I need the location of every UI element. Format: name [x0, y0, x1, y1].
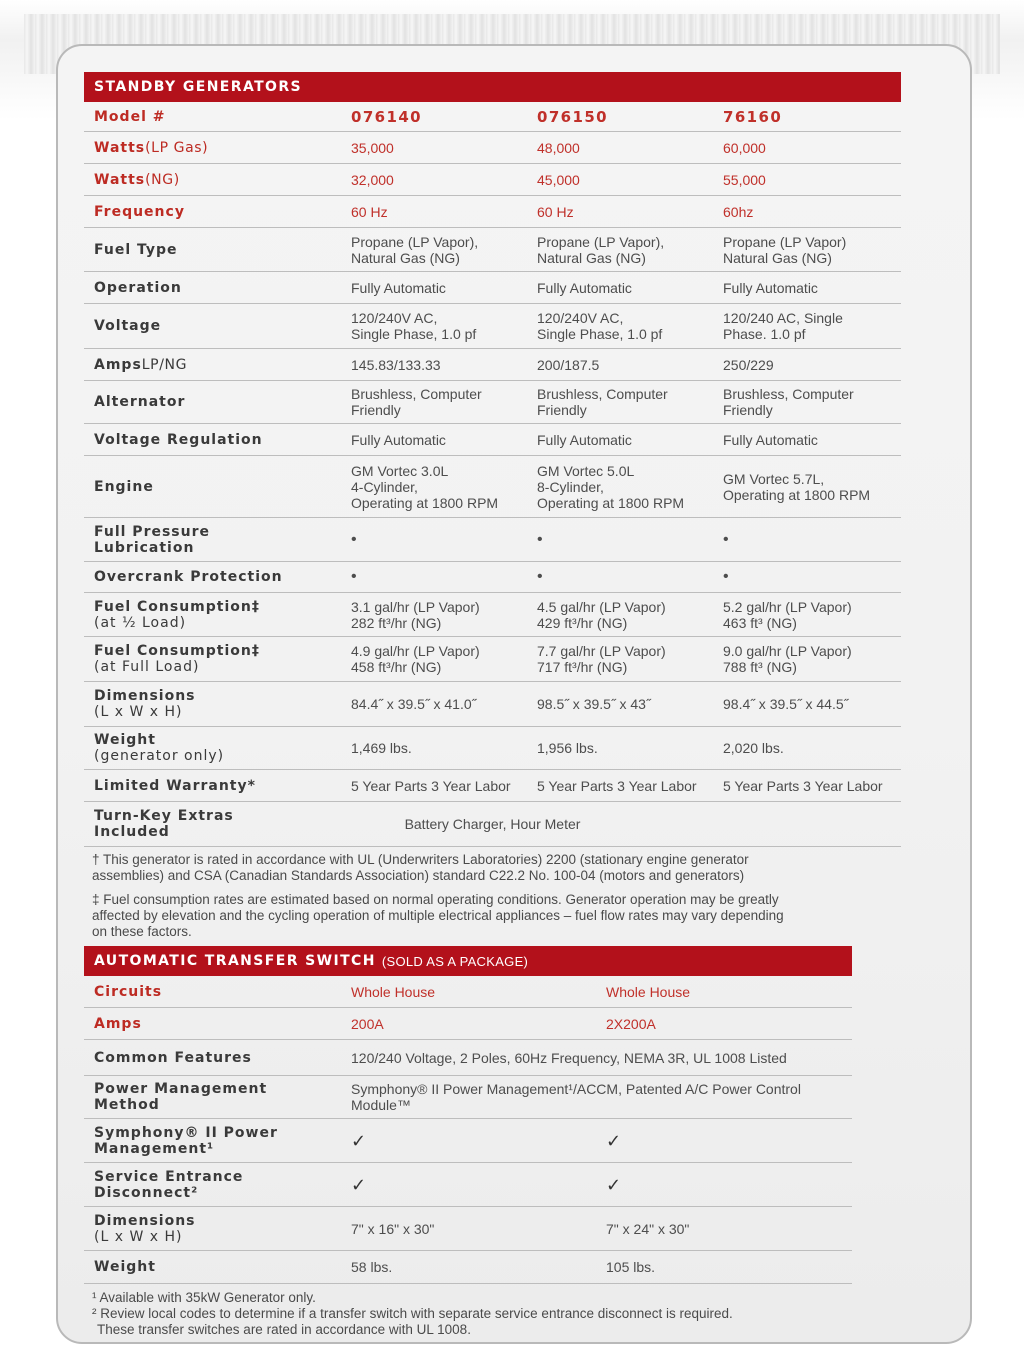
spec-row-service-entrance: [84, 1163, 852, 1207]
value-col-1: Whole House: [351, 983, 436, 1000]
value-col-2: 1,956 lbs.: [537, 740, 598, 756]
value-col-3: Fully Automatic: [723, 279, 818, 296]
value-col-3: 120/240 AC, Single Phase. 1.0 pf: [723, 310, 843, 342]
spec-row-turn-key-extras: [84, 802, 901, 847]
section-title: STANDBY GENERATORS: [94, 79, 303, 95]
value-span: Battery Charger, Hour Meter: [404, 816, 581, 832]
spec-row-symphony-ii-power: [84, 1119, 852, 1163]
spec-row-amps-lp-ng: [84, 349, 901, 381]
value-col-2: Propane (LP Vapor), Natural Gas (NG): [537, 233, 665, 266]
value-col-2: Fully Automatic: [537, 279, 632, 296]
row-label: Limited Warranty*: [94, 777, 256, 794]
row-label: Weight: [94, 1259, 156, 1275]
value-col-1: Fully Automatic: [351, 279, 446, 296]
spec-row-engine: [84, 456, 901, 518]
value-col-2: 2X200A: [606, 1015, 656, 1032]
row-label: Turn-Key Extras Included: [94, 808, 234, 840]
value-col-2: 98.5˝ x 39.5˝ x 43˝: [537, 696, 651, 712]
row-label: Dimensions (L x W x H): [94, 1212, 196, 1245]
value-col-3: GM Vortec 5.7L, Operating at 1800 RPM: [723, 470, 871, 503]
value-col-1: 5 Year Parts 3 Year Labor: [351, 777, 511, 794]
row-label: Fuel Type: [94, 241, 178, 258]
spec-row-overcrank-protection: [84, 562, 901, 593]
value-col-3: Fully Automatic: [723, 431, 818, 448]
value-col-3: •: [723, 568, 729, 585]
value-col-2: Whole House: [606, 983, 691, 1000]
section-title: AUTOMATIC TRANSFER SWITCH: [94, 953, 376, 969]
spec-row-watts-lp-gas: [84, 132, 901, 164]
value-col-2: ✓: [606, 1174, 622, 1195]
value-col-2: Fully Automatic: [537, 431, 632, 448]
value-col-1: Brushless, Computer Friendly: [351, 386, 482, 418]
ats-footnotes: ¹ Available with 35kW Generator only. ² Review local codes to determine if a transfer switch with separate service entrance disconnect is required. These transfer switches are rated in accordance with UL 1008.: [92, 1290, 733, 1337]
spec-row-watts-ng: [84, 164, 901, 196]
value-col-1: 120/240V AC, Single Phase, 1.0 pf: [351, 310, 477, 342]
row-label: Fuel Consumption‡ (at Full Load): [94, 643, 260, 675]
value-col-3: 55,000: [723, 171, 766, 188]
row-label: Circuits: [94, 983, 163, 1000]
value-col-3: 60,000: [723, 139, 766, 156]
value-col-2: 45,000: [537, 171, 580, 188]
value-col-1: GM Vortec 3.0L 4-Cylinder, Operating at 1800 RPM: [351, 462, 499, 511]
row-label: Watts (LP Gas): [94, 139, 209, 156]
row-label: Power Management Method: [94, 1081, 268, 1113]
spec-row-fuel-consumption-at-load: [84, 593, 901, 637]
value-col-3: 2,020 lbs.: [723, 740, 784, 756]
spec-row-alternator: [84, 381, 901, 424]
value-col-1: 145.83/133.33: [351, 356, 441, 373]
value-col-2: •: [537, 530, 543, 548]
value-col-1: •: [351, 530, 357, 548]
row-label: Fuel Consumption‡ (at ½ Load): [94, 598, 260, 631]
value-col-2: 105 lbs.: [606, 1259, 656, 1275]
spec-row-weight-generator-only: [84, 727, 901, 770]
spec-row-fuel-consumption-at-full-load: [84, 637, 901, 682]
value-col-1: ✓: [351, 1130, 367, 1151]
row-label: Amps: [94, 1015, 142, 1032]
value-col-1: Fully Automatic: [351, 431, 446, 448]
value-col-1: 4.9 gal/hr (LP Vapor) 458 ft³/hr (NG): [351, 643, 480, 675]
value-col-2: 7.7 gal/hr (LP Vapor) 717 ft³/hr (NG): [537, 643, 666, 675]
value-col-1: 1,469 lbs.: [351, 740, 412, 756]
value-span: Symphony® II Power Management¹/ACCM, Patented A/C Power Control Module™: [351, 1081, 801, 1113]
spec-row-power-management: [84, 1076, 852, 1119]
value-col-1: 32,000: [351, 171, 394, 188]
spec-panel: [56, 44, 972, 1344]
spec-row-amps: [84, 1008, 852, 1040]
row-label: Dimensions (L x W x H): [94, 688, 196, 720]
value-col-1: 3.1 gal/hr (LP Vapor) 282 ft³/hr (NG): [351, 598, 480, 631]
spec-row-frequency: [84, 196, 901, 228]
model-label: Model #: [94, 108, 166, 125]
value-col-1: 60 Hz: [351, 203, 388, 220]
row-label: Frequency: [94, 203, 185, 220]
value-col-3: 98.4˝ x 39.5˝ x 44.5˝: [723, 696, 849, 712]
row-label: Engine: [94, 478, 154, 495]
model-row: [84, 102, 901, 132]
row-label: Voltage: [94, 318, 162, 334]
value-col-2: 7" x 24" x 30": [606, 1220, 690, 1237]
row-label: Overcrank Protection: [94, 569, 283, 585]
value-col-3: Brushless, Computer Friendly: [723, 386, 854, 418]
value-col-3: Propane (LP Vapor) Natural Gas (NG): [723, 233, 847, 266]
section-subtitle: (SOLD AS A PACKAGE): [381, 953, 529, 969]
value-col-3: 5.2 gal/hr (LP Vapor) 463 ft³ (NG): [723, 598, 852, 631]
model-076150: 076150: [537, 107, 609, 126]
row-label: Operation: [94, 279, 182, 296]
value-col-2: 48,000: [537, 139, 580, 156]
value-col-1: •: [351, 568, 357, 585]
value-col-2: ✓: [606, 1130, 622, 1151]
row-label: Service Entrance Disconnect²: [94, 1168, 244, 1201]
spec-row-voltage: [84, 304, 901, 349]
row-label: Weight (generator only): [94, 732, 225, 764]
spec-row-circuits: [84, 976, 852, 1008]
spec-row-full-pressure: [84, 518, 901, 562]
spec-row-dimensions-l-x-w-x-h: [84, 682, 901, 727]
value-col-1: 200A: [351, 1015, 384, 1032]
value-col-3: 250/229: [723, 356, 774, 373]
value-col-2: Brushless, Computer Friendly: [537, 386, 668, 418]
row-label: Full Pressure Lubrication: [94, 523, 210, 556]
value-col-3: 60hz: [723, 203, 754, 220]
spec-row-operation: [84, 272, 901, 304]
value-col-2: 5 Year Parts 3 Year Labor: [537, 777, 697, 794]
value-col-2: 60 Hz: [537, 203, 574, 220]
value-col-1: 84.4˝ x 39.5˝ x 41.0˝: [351, 696, 477, 712]
row-label: Common Features: [94, 1049, 252, 1066]
spec-row-voltage-regulation: [84, 424, 901, 456]
value-col-1: 7" x 16" x 30": [351, 1220, 435, 1237]
value-col-1: ✓: [351, 1174, 367, 1195]
value-col-3: 9.0 gal/hr (LP Vapor) 788 ft³ (NG): [723, 643, 852, 675]
spec-row-fuel-type: [84, 228, 901, 272]
model-76160: 76160: [723, 107, 783, 126]
value-col-1: 35,000: [351, 139, 394, 156]
footnote-ul-rating: † This generator is rated in accordance with UL (Underwriters Laboratories) 2200 (stationary engine generator assemblies) and CSA (Canadian Standards Association) standard C22.2 No. 100-04 (motors and generators): [92, 852, 749, 883]
row-label: Symphony® II Power Management¹: [94, 1124, 278, 1157]
value-col-2: 4.5 gal/hr (LP Vapor) 429 ft³/hr (NG): [537, 598, 666, 631]
row-label: Watts (NG): [94, 171, 180, 188]
model-076140: 076140: [351, 107, 423, 126]
value-col-2: 120/240V AC, Single Phase, 1.0 pf: [537, 310, 663, 342]
row-label: Voltage Regulation: [94, 431, 263, 448]
spec-row-dimensions-l-x-w-x-h: [84, 1207, 852, 1251]
value-col-3: 5 Year Parts 3 Year Labor: [723, 777, 883, 794]
spec-row-common-features: [84, 1040, 852, 1076]
row-label: Alternator: [94, 394, 186, 410]
value-col-2: GM Vortec 5.0L 8-Cylinder, Operating at 1800 RPM: [537, 462, 685, 511]
value-col-2: 200/187.5: [537, 356, 600, 373]
value-col-2: •: [537, 568, 543, 585]
standby-generators-header: [84, 72, 901, 102]
transfer-switch-header: [84, 946, 852, 976]
row-label: Amps LP/NG: [94, 356, 188, 373]
footnote-fuel-consumption: ‡ Fuel consumption rates are estimated based on normal operating conditions. Generator operation may be greatly affected by elevation and the cycling operation of multiple electrical appliances – fuel flow rates may vary depending on these factors.: [92, 892, 784, 939]
value-col-3: •: [723, 530, 729, 548]
value-col-1: 58 lbs.: [351, 1259, 393, 1275]
value-span: 120/240 Voltage, 2 Poles, 60Hz Frequency, NEMA 3R, UL 1008 Listed: [351, 1049, 787, 1066]
spec-row-weight: [84, 1251, 852, 1284]
spec-row-limited-warranty: [84, 770, 901, 802]
value-col-1: Propane (LP Vapor), Natural Gas (NG): [351, 233, 479, 266]
